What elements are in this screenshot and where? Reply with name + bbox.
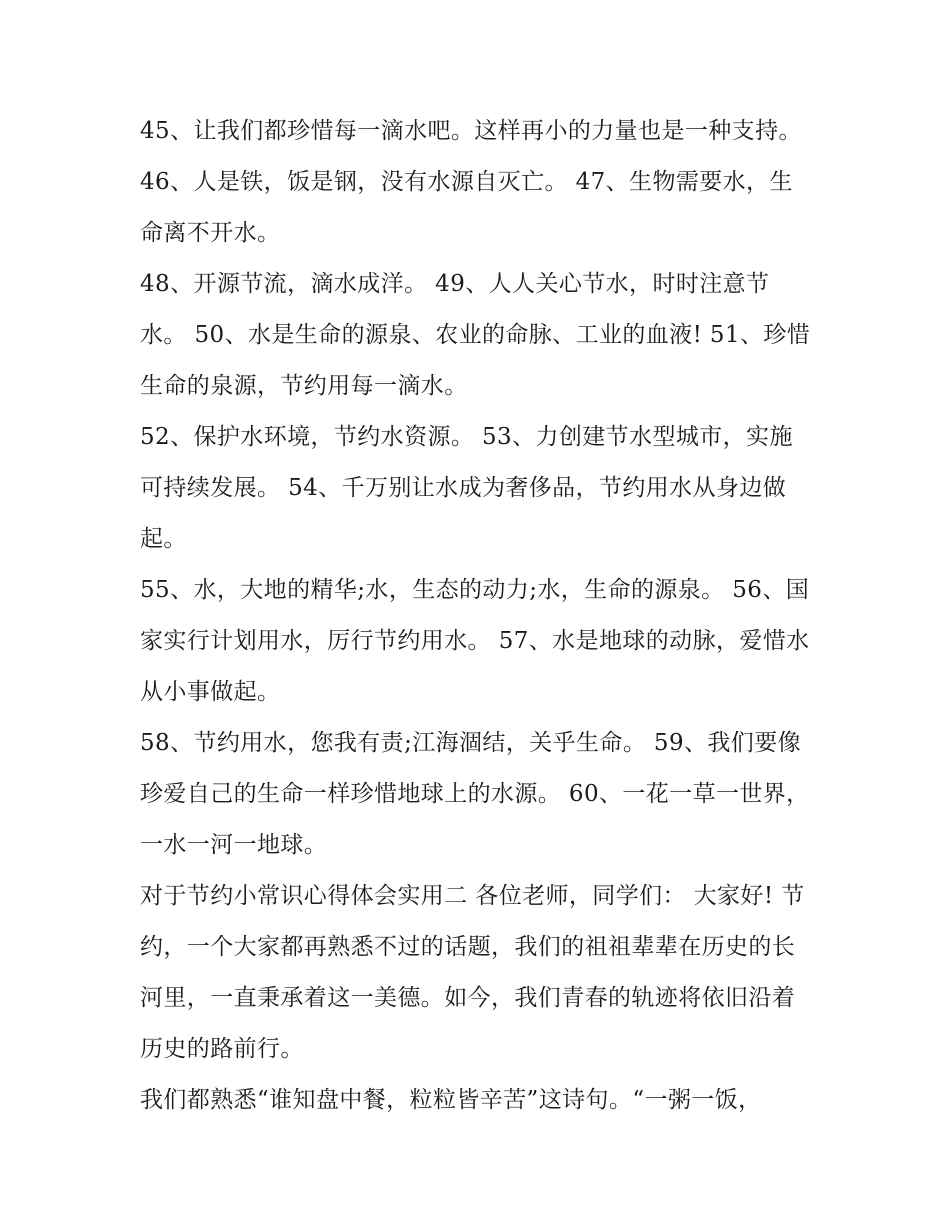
paragraph-water-slogans-58-60: 58、节约用水，您我有责;江海涸结，关乎生命。 59、我们要像珍爱自己的生命一样珍惜地球上的水源。 60、一花一草一世界，一水一河一地球。 xyxy=(140,730,810,858)
document-body xyxy=(140,106,812,1126)
paragraph-water-slogans-55-57: 55、水，大地的精华;水，生态的动力;水，生命的源泉。 56、国家实行计划用水，厉行节约用水。 57、水是地球的动脉，爱惜水从小事做起。 xyxy=(140,577,810,705)
paragraph-water-slogans-48-51: 48、开源节流，滴水成洋。 49、人人关心节水，时时注意节水。 50、水是生命的源泉、农业的命脉、工业的血液! 51、珍惜生命的泉源，节约用每一滴水。 xyxy=(140,271,811,399)
paragraph-water-slogans-45-47: 45、让我们都珍惜每一滴水吧。这样再小的力量也是一种支持。 46、人是铁，饭是钢，没有水源自灭亡。 47、生物需要水，生命离不开水。 xyxy=(140,118,802,246)
paragraph-speech-intro: 对于节约小常识心得体会实用二 各位老师，同学们： 大家好! 节约，一个大家都再熟悉不过的话题，我们的祖祖辈辈在历史的长河里，一直秉承着这一美德。如今，我们青春的轨迹将依旧沿着历史的路前行。 xyxy=(140,883,805,1062)
paragraph-speech-poem: 我们都熟悉“谁知盘中餐，粒粒皆辛苦”这诗句。“一粥一饭， xyxy=(140,1087,762,1113)
paragraph-water-slogans-52-54: 52、保护水环境，节约水资源。 53、力创建节水型城市，实施可持续发展。 54、千万别让水成为奢侈品，节约用水从身边做起。 xyxy=(140,424,793,552)
